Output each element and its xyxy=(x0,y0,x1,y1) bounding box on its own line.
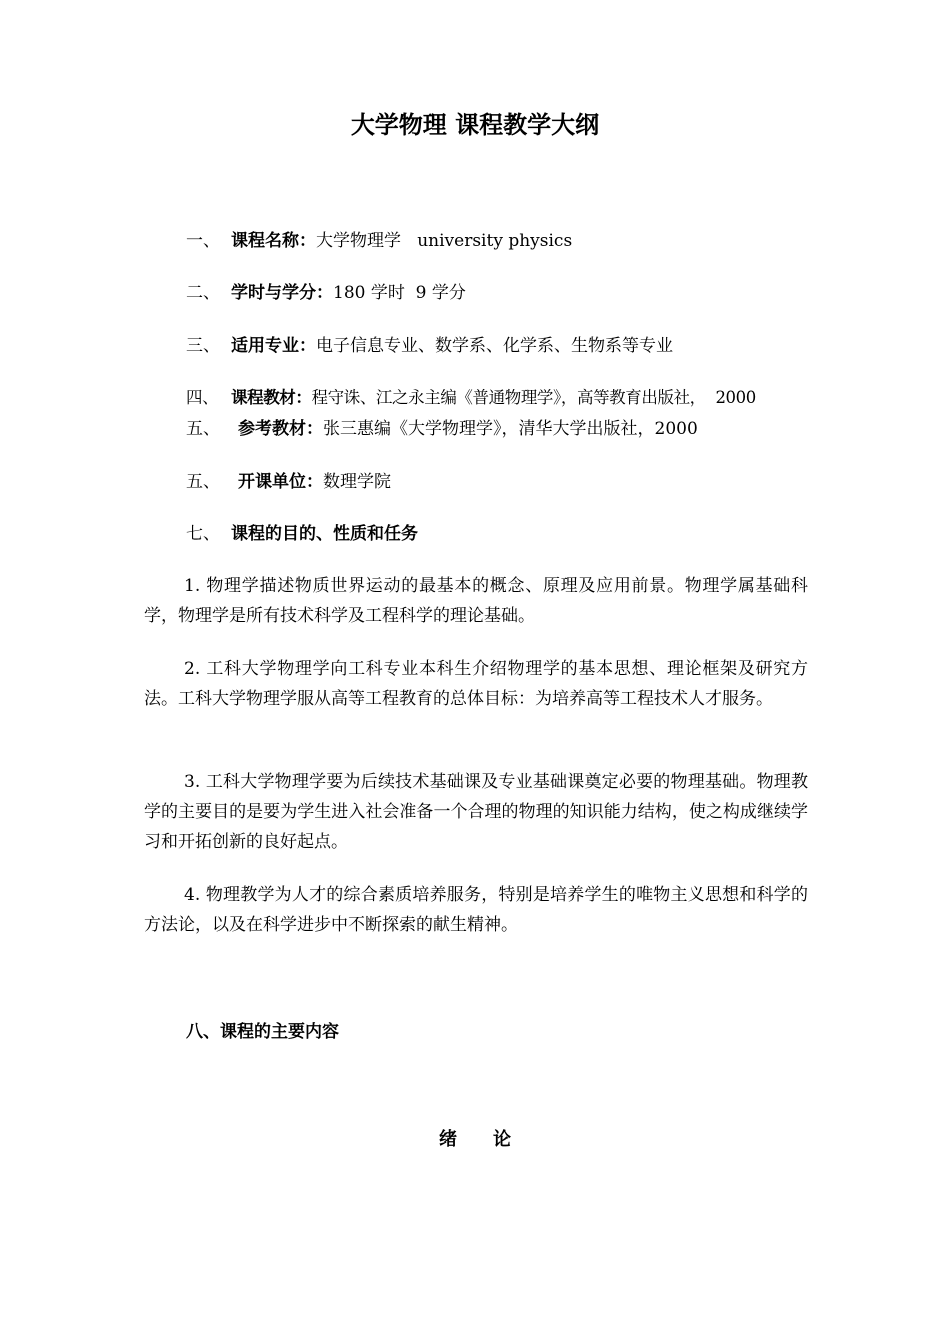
item-number: 七、 xyxy=(186,524,220,544)
section-subtitle: 绪论 xyxy=(439,1129,547,1150)
paragraph-3: 3. 工科大学物理学要为后续技术基础课及专业基础课奠定必要的物理基础。物理教学的主要目的是要为学生进入社会准备一个合理的物理的知识能力结构，使之构成继续学习和开拓创新的良好起点。 xyxy=(144,772,808,852)
item-value: 大学物理学 university physics xyxy=(316,231,573,251)
item-number: 一、 xyxy=(186,231,220,251)
paragraph-2: 2. 工科大学物理学向工科专业本科生介绍物理学的基本思想、理论框架及研究方法。工科大学物理学服从高等工程教育的总体目标：为培养高等工程技术人才服务。 xyxy=(144,659,808,709)
item-number: 五、 xyxy=(186,472,220,492)
item-label: 适用专业： xyxy=(231,336,316,356)
item-label: 课程的目的、性质和任务 xyxy=(231,524,418,544)
item-value: 程守诛、江之永主编《普通物理学》，高等教育出版社， 2000 xyxy=(311,388,756,407)
item-textbook xyxy=(186,385,756,411)
section-8-heading: 八、课程的主要内容 xyxy=(186,1022,339,1042)
item-purpose-heading xyxy=(186,521,418,547)
item-label: 学时与学分： xyxy=(231,283,333,303)
item-label: 课程名称： xyxy=(231,231,316,251)
item-label: 参考教材： xyxy=(238,419,323,439)
item-label: 开课单位： xyxy=(238,472,323,492)
document-title: 大学物理 课程教学大纲 xyxy=(350,111,600,139)
item-value: 电子信息专业、数学系、化学系、生物系等专业 xyxy=(316,336,673,356)
item-number: 四、 xyxy=(186,388,219,407)
item-hours-credits xyxy=(186,280,466,306)
item-majors xyxy=(186,333,673,359)
item-number: 二、 xyxy=(186,283,220,303)
item-value: 张三惠编《大学物理学》，清华大学出版社，2000 xyxy=(323,419,698,439)
item-value: 数理学院 xyxy=(323,472,391,492)
paragraph-4: 4. 物理教学为人才的综合素质培养服务，特别是培养学生的唯物主义思想和科学的方法论，以及在科学进步中不断探索的献生精神。 xyxy=(144,885,808,935)
item-number: 三、 xyxy=(186,336,220,356)
item-value: 180 学时 9 学分 xyxy=(333,283,466,303)
item-label: 课程教材： xyxy=(231,388,312,407)
item-course-name xyxy=(186,228,572,254)
item-department xyxy=(186,469,391,495)
item-number: 五、 xyxy=(186,419,220,439)
paragraph-1: 1. 物理学描述物质世界运动的最基本的概念、原理及应用前景。物理学属基础科学，物理学是所有技术科学及工程科学的理论基础。 xyxy=(144,576,808,626)
item-reference-book xyxy=(186,416,698,442)
